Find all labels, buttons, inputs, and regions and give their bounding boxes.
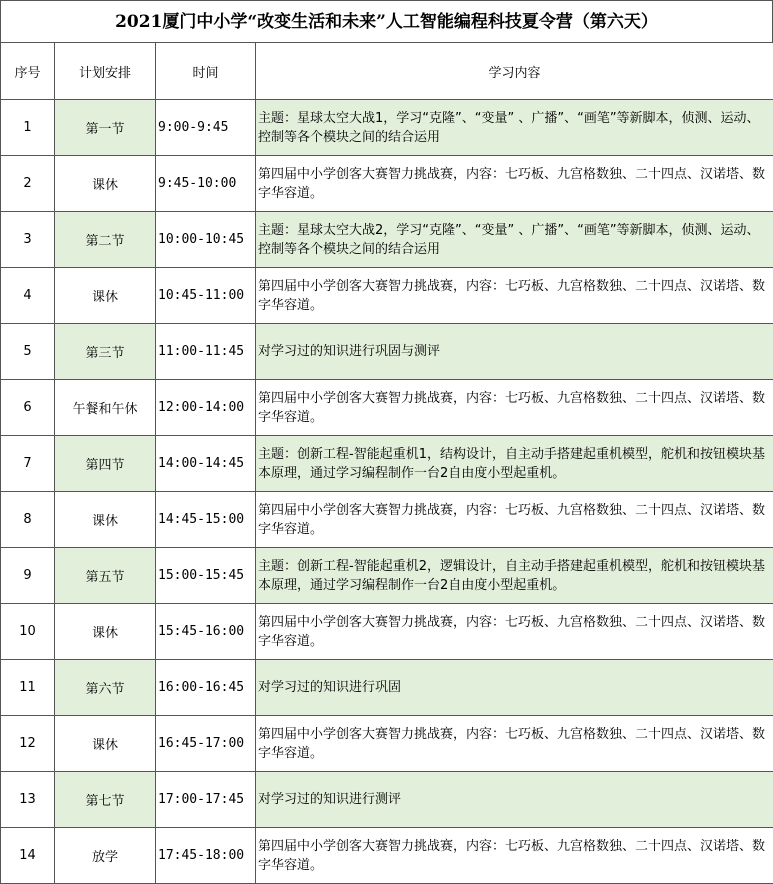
row-content: 主题：创新工程-智能起重机2，逻辑设计，自主动手搭建起重机模型，舵机和按钮模块基本原理，通过学习编程制作一台2自由度小型起重机。 bbox=[256, 548, 773, 604]
row-content: 主题：创新工程-智能起重机1，结构设计，自主动手搭建起重机模型，舵机和按钮模块基本原理，通过学习编程制作一台2自由度小型起重机。 bbox=[256, 436, 773, 492]
header-row bbox=[1, 43, 773, 100]
row-plan: 第六节 bbox=[55, 660, 156, 716]
table-row bbox=[1, 100, 773, 156]
table-row bbox=[1, 212, 773, 268]
table-row bbox=[1, 604, 773, 660]
row-content: 第四届中小学创客大赛智力挑战赛，内容：七巧板、九宫格数独、二十四点、汉诺塔、数字华容道。 bbox=[256, 380, 773, 436]
table-row bbox=[1, 548, 773, 604]
row-time: 16:00-16:45 bbox=[156, 660, 256, 716]
row-content: 第四届中小学创客大赛智力挑战赛，内容：七巧板、九宫格数独、二十四点、汉诺塔、数字华容道。 bbox=[256, 492, 773, 548]
row-plan: 第四节 bbox=[55, 436, 156, 492]
row-time: 9:45-10:00 bbox=[156, 156, 256, 212]
row-number: 12 bbox=[1, 716, 55, 772]
row-content: 第四届中小学创客大赛智力挑战赛，内容：七巧板、九宫格数独、二十四点、汉诺塔、数字华容道。 bbox=[256, 156, 773, 212]
header-time: 时间 bbox=[156, 43, 256, 100]
row-plan: 课休 bbox=[55, 492, 156, 548]
header-plan: 计划安排 bbox=[55, 43, 156, 100]
row-plan: 午餐和午休 bbox=[55, 380, 156, 436]
row-time: 15:45-16:00 bbox=[156, 604, 256, 660]
row-time: 10:00-10:45 bbox=[156, 212, 256, 268]
row-plan: 课休 bbox=[55, 716, 156, 772]
row-content: 第四届中小学创客大赛智力挑战赛，内容：七巧板、九宫格数独、二十四点、汉诺塔、数字华容道。 bbox=[256, 828, 773, 884]
row-time: 10:45-11:00 bbox=[156, 268, 256, 324]
row-content: 第四届中小学创客大赛智力挑战赛，内容：七巧板、九宫格数独、二十四点、汉诺塔、数字华容道。 bbox=[256, 268, 773, 324]
row-content: 对学习过的知识进行巩固 bbox=[256, 660, 773, 716]
table-row bbox=[1, 380, 773, 436]
table-row bbox=[1, 492, 773, 548]
row-number: 14 bbox=[1, 828, 55, 884]
row-number: 3 bbox=[1, 212, 55, 268]
row-number: 9 bbox=[1, 548, 55, 604]
row-number: 11 bbox=[1, 660, 55, 716]
row-number: 2 bbox=[1, 156, 55, 212]
table-row bbox=[1, 716, 773, 772]
row-number: 4 bbox=[1, 268, 55, 324]
row-content: 对学习过的知识进行测评 bbox=[256, 772, 773, 828]
row-number: 10 bbox=[1, 604, 55, 660]
table-row bbox=[1, 324, 773, 380]
row-plan: 第七节 bbox=[55, 772, 156, 828]
row-number: 13 bbox=[1, 772, 55, 828]
row-number: 1 bbox=[1, 100, 55, 156]
row-time: 17:45-18:00 bbox=[156, 828, 256, 884]
schedule-table bbox=[0, 42, 773, 884]
table-row bbox=[1, 772, 773, 828]
table-row bbox=[1, 268, 773, 324]
table-row bbox=[1, 156, 773, 212]
page-title: 2021厦门中小学“改变生活和未来”人工智能编程科技夏令营（第六天） bbox=[0, 0, 773, 42]
row-plan: 第三节 bbox=[55, 324, 156, 380]
header-content: 学习内容 bbox=[256, 43, 773, 100]
row-time: 12:00-14:00 bbox=[156, 380, 256, 436]
row-time: 14:45-15:00 bbox=[156, 492, 256, 548]
row-number: 7 bbox=[1, 436, 55, 492]
row-content: 主题：星球太空大战1，学习“克隆”、“变量” 、广播”、“画笔”等新脚本，侦测、运动、控制等各个模块之间的结合运用 bbox=[256, 100, 773, 156]
row-plan: 第二节 bbox=[55, 212, 156, 268]
header-no: 序号 bbox=[1, 43, 55, 100]
row-number: 5 bbox=[1, 324, 55, 380]
row-content: 主题：星球太空大战2，学习“克隆”、“变量” 、广播”、“画笔”等新脚本，侦测、运动、控制等各个模块之间的结合运用 bbox=[256, 212, 773, 268]
row-time: 9:00-9:45 bbox=[156, 100, 256, 156]
row-content: 第四届中小学创客大赛智力挑战赛，内容：七巧板、九宫格数独、二十四点、汉诺塔、数字华容道。 bbox=[256, 716, 773, 772]
row-time: 17:00-17:45 bbox=[156, 772, 256, 828]
row-number: 6 bbox=[1, 380, 55, 436]
row-time: 15:00-15:45 bbox=[156, 548, 256, 604]
table-row bbox=[1, 828, 773, 884]
row-time: 16:45-17:00 bbox=[156, 716, 256, 772]
row-content: 第四届中小学创客大赛智力挑战赛，内容：七巧板、九宫格数独、二十四点、汉诺塔、数字华容道。 bbox=[256, 604, 773, 660]
row-plan: 课休 bbox=[55, 604, 156, 660]
row-time: 14:00-14:45 bbox=[156, 436, 256, 492]
row-time: 11:00-11:45 bbox=[156, 324, 256, 380]
row-number: 8 bbox=[1, 492, 55, 548]
row-plan: 课休 bbox=[55, 156, 156, 212]
table-row bbox=[1, 436, 773, 492]
row-content: 对学习过的知识进行巩固与测评 bbox=[256, 324, 773, 380]
row-plan: 第一节 bbox=[55, 100, 156, 156]
table-row bbox=[1, 660, 773, 716]
row-plan: 第五节 bbox=[55, 548, 156, 604]
row-plan: 放学 bbox=[55, 828, 156, 884]
row-plan: 课休 bbox=[55, 268, 156, 324]
